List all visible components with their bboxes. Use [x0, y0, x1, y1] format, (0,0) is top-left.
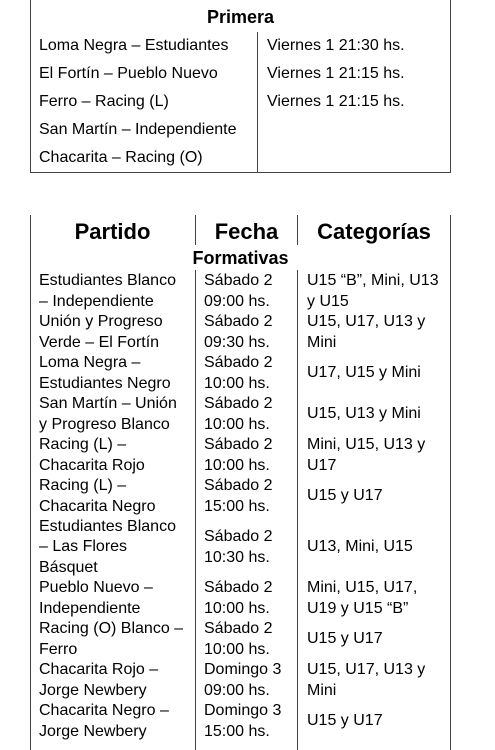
fecha-line: 10:00 hs. [204, 415, 270, 433]
fecha-line: Sábado 2 [204, 436, 273, 453]
partido-cell [39, 619, 183, 660]
partido-line: Racing (L) – [39, 477, 127, 494]
partido-line: Estudiantes Blanco [39, 272, 176, 289]
categorias-cell [307, 271, 439, 312]
categorias-line: U17 [307, 456, 337, 474]
fecha-cell [204, 660, 281, 701]
primera-partido: San Martín – Independiente [39, 121, 237, 138]
categorias-line: U15 y U17 [307, 712, 383, 730]
categorias-cell [307, 394, 421, 435]
column-divider [257, 32, 258, 172]
table-border [30, 215, 31, 750]
categorias-line: U15, U17, U13 y [307, 661, 426, 678]
fecha-line: 09:00 hs. [204, 292, 270, 310]
header-partido: Partido [74, 219, 151, 244]
fecha-cell [204, 517, 273, 578]
categorias-line: U15, U17, U13 y [307, 313, 426, 330]
partido-line: Racing (L) – [39, 436, 127, 453]
categorias-line: U15, U13 y Mini [307, 405, 421, 423]
partido-line: Chacarita Rojo [39, 456, 145, 474]
fecha-line: Sábado 2 [204, 354, 273, 371]
fecha-line: Sábado 2 [204, 477, 273, 494]
primera-partido: Loma Negra – Estudiantes [39, 37, 229, 54]
categorias-line: Mini, U15, U13 y [307, 436, 426, 453]
categorias-cell [307, 660, 425, 701]
fecha-line: Sábado 2 [204, 272, 273, 289]
partido-line: Ferro [39, 640, 78, 658]
partido-line: y Progreso Blanco [39, 415, 170, 433]
partido-line: Chacarita Rojo – [39, 661, 159, 678]
fecha-cell [204, 701, 281, 742]
primera-title: Primera [206, 7, 275, 27]
partido-line: – Independiente [39, 292, 154, 310]
fecha-cell [204, 271, 273, 312]
fecha-line: 09:30 hs. [204, 333, 270, 351]
fecha-cell [204, 578, 273, 619]
partido-cell [39, 578, 153, 619]
fecha-cell [204, 353, 273, 394]
partido-line: Loma Negra – [39, 354, 141, 371]
partido-line: Estudiantes Blanco [39, 517, 176, 535]
primera-fecha: Viernes 1 21:15 hs. [267, 93, 405, 110]
categorias-cell [307, 517, 413, 578]
fecha-line: Domingo 3 [204, 702, 282, 719]
formativas-subtitle: Formativas [192, 248, 289, 268]
partido-line: Independiente [39, 599, 141, 617]
partido-line: Pueblo Nuevo – [39, 579, 153, 596]
partido-line: San Martín – Unión [39, 395, 177, 412]
fecha-line: 10:00 hs. [204, 640, 270, 658]
partido-cell [39, 435, 145, 476]
fecha-cell [204, 394, 273, 435]
fecha-cell [204, 435, 273, 476]
column-divider [195, 270, 196, 750]
partido-cell [39, 394, 177, 435]
fecha-line: 10:30 hs. [204, 548, 270, 566]
categorias-cell [307, 578, 417, 619]
categorias-line: U15 y U17 [307, 487, 383, 505]
table-border [30, 172, 451, 173]
fecha-line: Sábado 2 [204, 395, 273, 412]
fecha-line: 10:00 hs. [204, 456, 270, 474]
categorias-cell [307, 476, 383, 517]
fecha-line: 15:00 hs. [204, 722, 270, 740]
partido-cell [39, 353, 171, 394]
primera-partido: Chacarita – Racing (O) [39, 149, 203, 166]
primera-fecha: Viernes 1 21:15 hs. [267, 65, 405, 82]
categorias-line: U13, Mini, U15 [307, 538, 413, 556]
fecha-line: 10:00 hs. [204, 599, 270, 617]
partido-line: Estudiantes Negro [39, 374, 171, 392]
fecha-line: 10:00 hs. [204, 374, 270, 392]
fecha-line: Domingo 3 [204, 661, 282, 678]
fecha-line: 15:00 hs. [204, 497, 270, 515]
categorias-cell [307, 312, 425, 353]
column-divider [297, 270, 298, 750]
partido-cell [39, 476, 156, 517]
partido-cell [39, 271, 176, 312]
fecha-cell [204, 476, 273, 517]
partido-line: Chacarita Negro – [39, 702, 169, 719]
partido-line: Jorge Newbery [39, 681, 147, 699]
table-border [450, 215, 451, 750]
primera-partido: Ferro – Racing (L) [39, 93, 169, 110]
fecha-line: 09:00 hs. [204, 681, 270, 699]
fecha-cell [204, 312, 273, 353]
partido-cell [39, 517, 176, 578]
partido-line: Básquet [39, 558, 98, 576]
categorias-line: Mini [307, 333, 337, 351]
header-fecha: Fecha [214, 219, 279, 244]
categorias-cell [307, 435, 425, 476]
partido-line: Racing (O) Blanco – [39, 620, 184, 637]
fecha-line: Sábado 2 [204, 579, 273, 596]
partido-line: – Las Flores [39, 538, 128, 556]
categorias-line: y U15 [307, 292, 349, 310]
fecha-line: Sábado 2 [204, 313, 273, 330]
categorias-line: U15 y U17 [307, 630, 383, 648]
partido-cell [39, 701, 169, 742]
categorias-cell [307, 701, 383, 742]
categorias-line: U15 “B”, Mini, U13 [307, 272, 439, 289]
partido-cell [39, 312, 163, 353]
categorias-cell [307, 619, 383, 660]
partido-line: Chacarita Negro [39, 497, 156, 515]
header-categorias: Categorías [317, 219, 431, 244]
categorias-line: Mini [307, 681, 337, 699]
partido-line: Jorge Newbery [39, 722, 147, 740]
fecha-cell [204, 619, 273, 660]
categorias-line: Mini, U15, U17, [307, 579, 418, 596]
fecha-line: Sábado 2 [204, 528, 273, 545]
categorias-line: U17, U15 y Mini [307, 364, 421, 382]
partido-line: Verde – El Fortín [39, 333, 160, 351]
fecha-line: Sábado 2 [204, 620, 273, 637]
categorias-line: U19 y U15 “B” [307, 599, 409, 617]
partido-line: Unión y Progreso [39, 313, 163, 330]
partido-cell [39, 660, 158, 701]
categorias-cell [307, 353, 421, 394]
primera-partido: El Fortín – Pueblo Nuevo [39, 65, 218, 82]
primera-fecha: Viernes 1 21:30 hs. [267, 37, 405, 54]
